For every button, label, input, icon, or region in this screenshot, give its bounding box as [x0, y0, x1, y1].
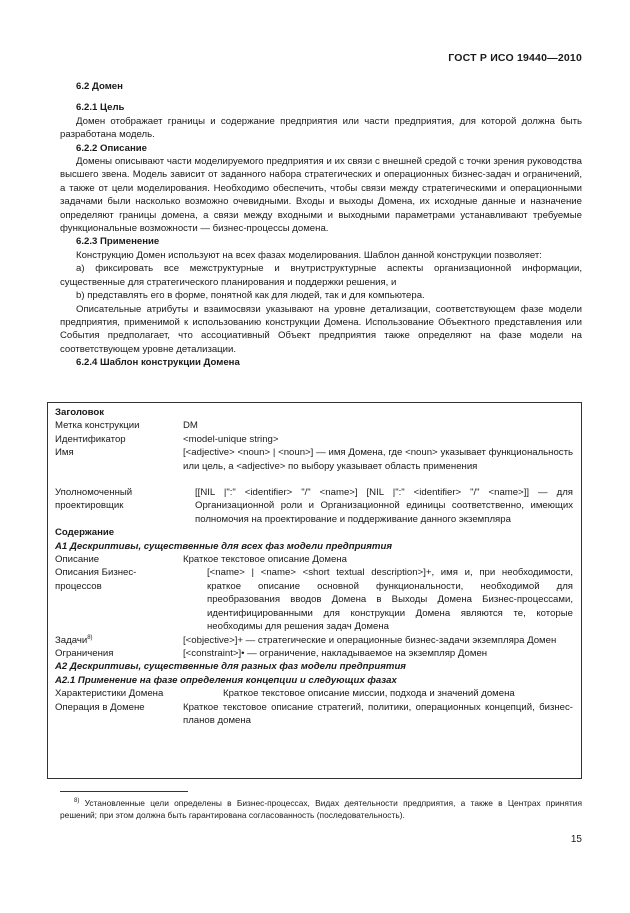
a2-heading: А2 Дескриптивы, существенные для разных фаз модели предприятия [55, 661, 406, 673]
footnote-text [60, 797, 582, 821]
content-heading: Содержание [55, 527, 115, 539]
section-6-2-3-text: Конструкцию Домен используют на всех фазах моделирования. Шаблон данной конструкции позволяет: [76, 249, 542, 261]
section-6-2-1-title: 6.2.1 Цель [76, 102, 125, 114]
footnote [60, 797, 582, 821]
standard-header: ГОСТ Р ИСО 19440—2010 [448, 52, 582, 64]
section-6-2-2-title: 6.2.2 Описание [76, 142, 147, 154]
row-label: Операция в Домене [55, 701, 145, 713]
footnote-marker: 8) [74, 798, 80, 805]
row-value: Краткое текстовое описание миссии, подхода и значений домена [223, 688, 515, 700]
footnote-divider [60, 791, 188, 792]
a21-row-operation [55, 701, 573, 728]
section-6-2-2-text: Домены описывают части моделируемого предприятия и их связи с внешней средой с точки зрения руководства высшего звена. Модель зависит от заданного набора стратегических и операционных бизнес-задач и ограничений, а также от цели моделирования. Необходимо обеспечить, чтобы связи между стратегическими и операционными задачами были насколько возможно очевидными. Входы и выходы Домена, их исходные данные и назначение определяют границы домена, а связи между входными и выходными параметрами устанавливают требуемые функциональные возможности — бизнес-процессы домена. [60, 156, 582, 235]
footnote-ref: 8) [87, 634, 93, 641]
template-row-label [55, 419, 573, 432]
row-label: Описание [55, 554, 100, 566]
row-value: [<constraint>]• — ограничение, накладываемое на экземпляр Домен [183, 647, 488, 659]
row-label: Уполномоченный проектировщик [55, 487, 133, 512]
row-label: Ограничения [55, 647, 114, 659]
a1-row-objectives [55, 634, 573, 647]
row-value: Краткое текстовое описание стратегий, политики, операционных концепций, бизнес-планов домена [183, 701, 573, 726]
section-6-2-4-title: 6.2.4 Шаблон конструкции Домена [76, 357, 240, 369]
row-label [55, 634, 183, 647]
main-content [60, 80, 582, 370]
row-label: Описания Бизнес-процессов [55, 567, 137, 592]
row-value: Краткое текстовое описание Домена [183, 554, 347, 566]
template-heading: Заголовок [55, 407, 105, 418]
template-row-identifier [55, 433, 573, 446]
section-6-2-3-text-2: Описательные атрибуты и взаимосвязи указывают на уровне детализации, соответствующем фазе модели предприятия, применимой к использованию конструкции Домена. Использование Объектного представления или События предполагает, что ассоциативный Объект предприятия также определяют на фазе модели на соответствующем уровне детализации. [60, 303, 582, 355]
a1-row-business-processes [55, 566, 573, 633]
section-6-2-title: 6.2 Домен [76, 81, 123, 92]
row-label: Характеристики Домена [55, 688, 164, 700]
row-value: [<objective>]+ — стратегические и операционные бизнес-задачи экземпляра Домен [183, 634, 557, 646]
a1-row-constraints [55, 647, 573, 660]
row-value: DM [183, 420, 198, 432]
section-6-2-1-text: Домен отображает границы и содержание предприятия или части предприятия, для которой должна быть разработана модель. [60, 115, 582, 141]
row-value: [<name> | <name> <short textual description>]+, имя и, при необходимости, краткое описание основной функциональности, необходимой для преобразования вводов Домена в Выходы Домена Бизнес-процессами, идентифицированными для конструкции Домена являются те, которые необходимы для решения задач Домена [207, 567, 573, 633]
row-value: [[NIL |":" <identifier> "/" <name>] [NIL |":" <identifier> "/" <name>]] — для Организационной роли и Организационной единицы соответственно, имеющих полномочия на проектирование и поддерживание данного экземпляра [195, 487, 573, 525]
section-6-2-3-item-b: b) представлять его в форме, понятной как для людей, так и для компьютера. [76, 290, 425, 302]
template-row-name [55, 446, 573, 473]
template-row-designer [55, 486, 573, 526]
section-6-2-3-item-a: a) фиксировать все межструктурные и внутриструктурные аспекты организационной информации, существенные для стратегического планирования и поддержки решения, и [60, 263, 582, 288]
row-value: [<adjective> <noun> | <noun>] — имя Домена, где <noun> указывает функциональность или цель, а <adjective> по выбору указывает область применения [183, 447, 573, 472]
row-value: <model-unique string> [183, 433, 279, 445]
a21-row-characteristics [55, 687, 573, 700]
section-6-2-3-title: 6.2.3 Применение [76, 236, 160, 248]
a1-row-description [55, 553, 573, 566]
page-number: 15 [570, 834, 582, 845]
row-label: Идентификатор [55, 433, 126, 445]
domain-template-box [47, 402, 582, 779]
a2-1-heading: А2.1 Применение на фазе определения концепции и следующих фазах [55, 674, 397, 686]
row-label: Метка конструкции [55, 420, 140, 432]
row-label-text: Задачи [55, 634, 88, 646]
footnote-body: Установленные цели определены в Бизнес-процессах, Видах деятельности предприятия, а также в Центрах принятия решений; при этом должна быть гарантирована согласованность (последовательность). [60, 798, 583, 820]
row-label: Имя [55, 447, 74, 459]
a1-heading: А1 Дескриптивы, существенные для всех фаз модели предприятия [55, 540, 392, 552]
